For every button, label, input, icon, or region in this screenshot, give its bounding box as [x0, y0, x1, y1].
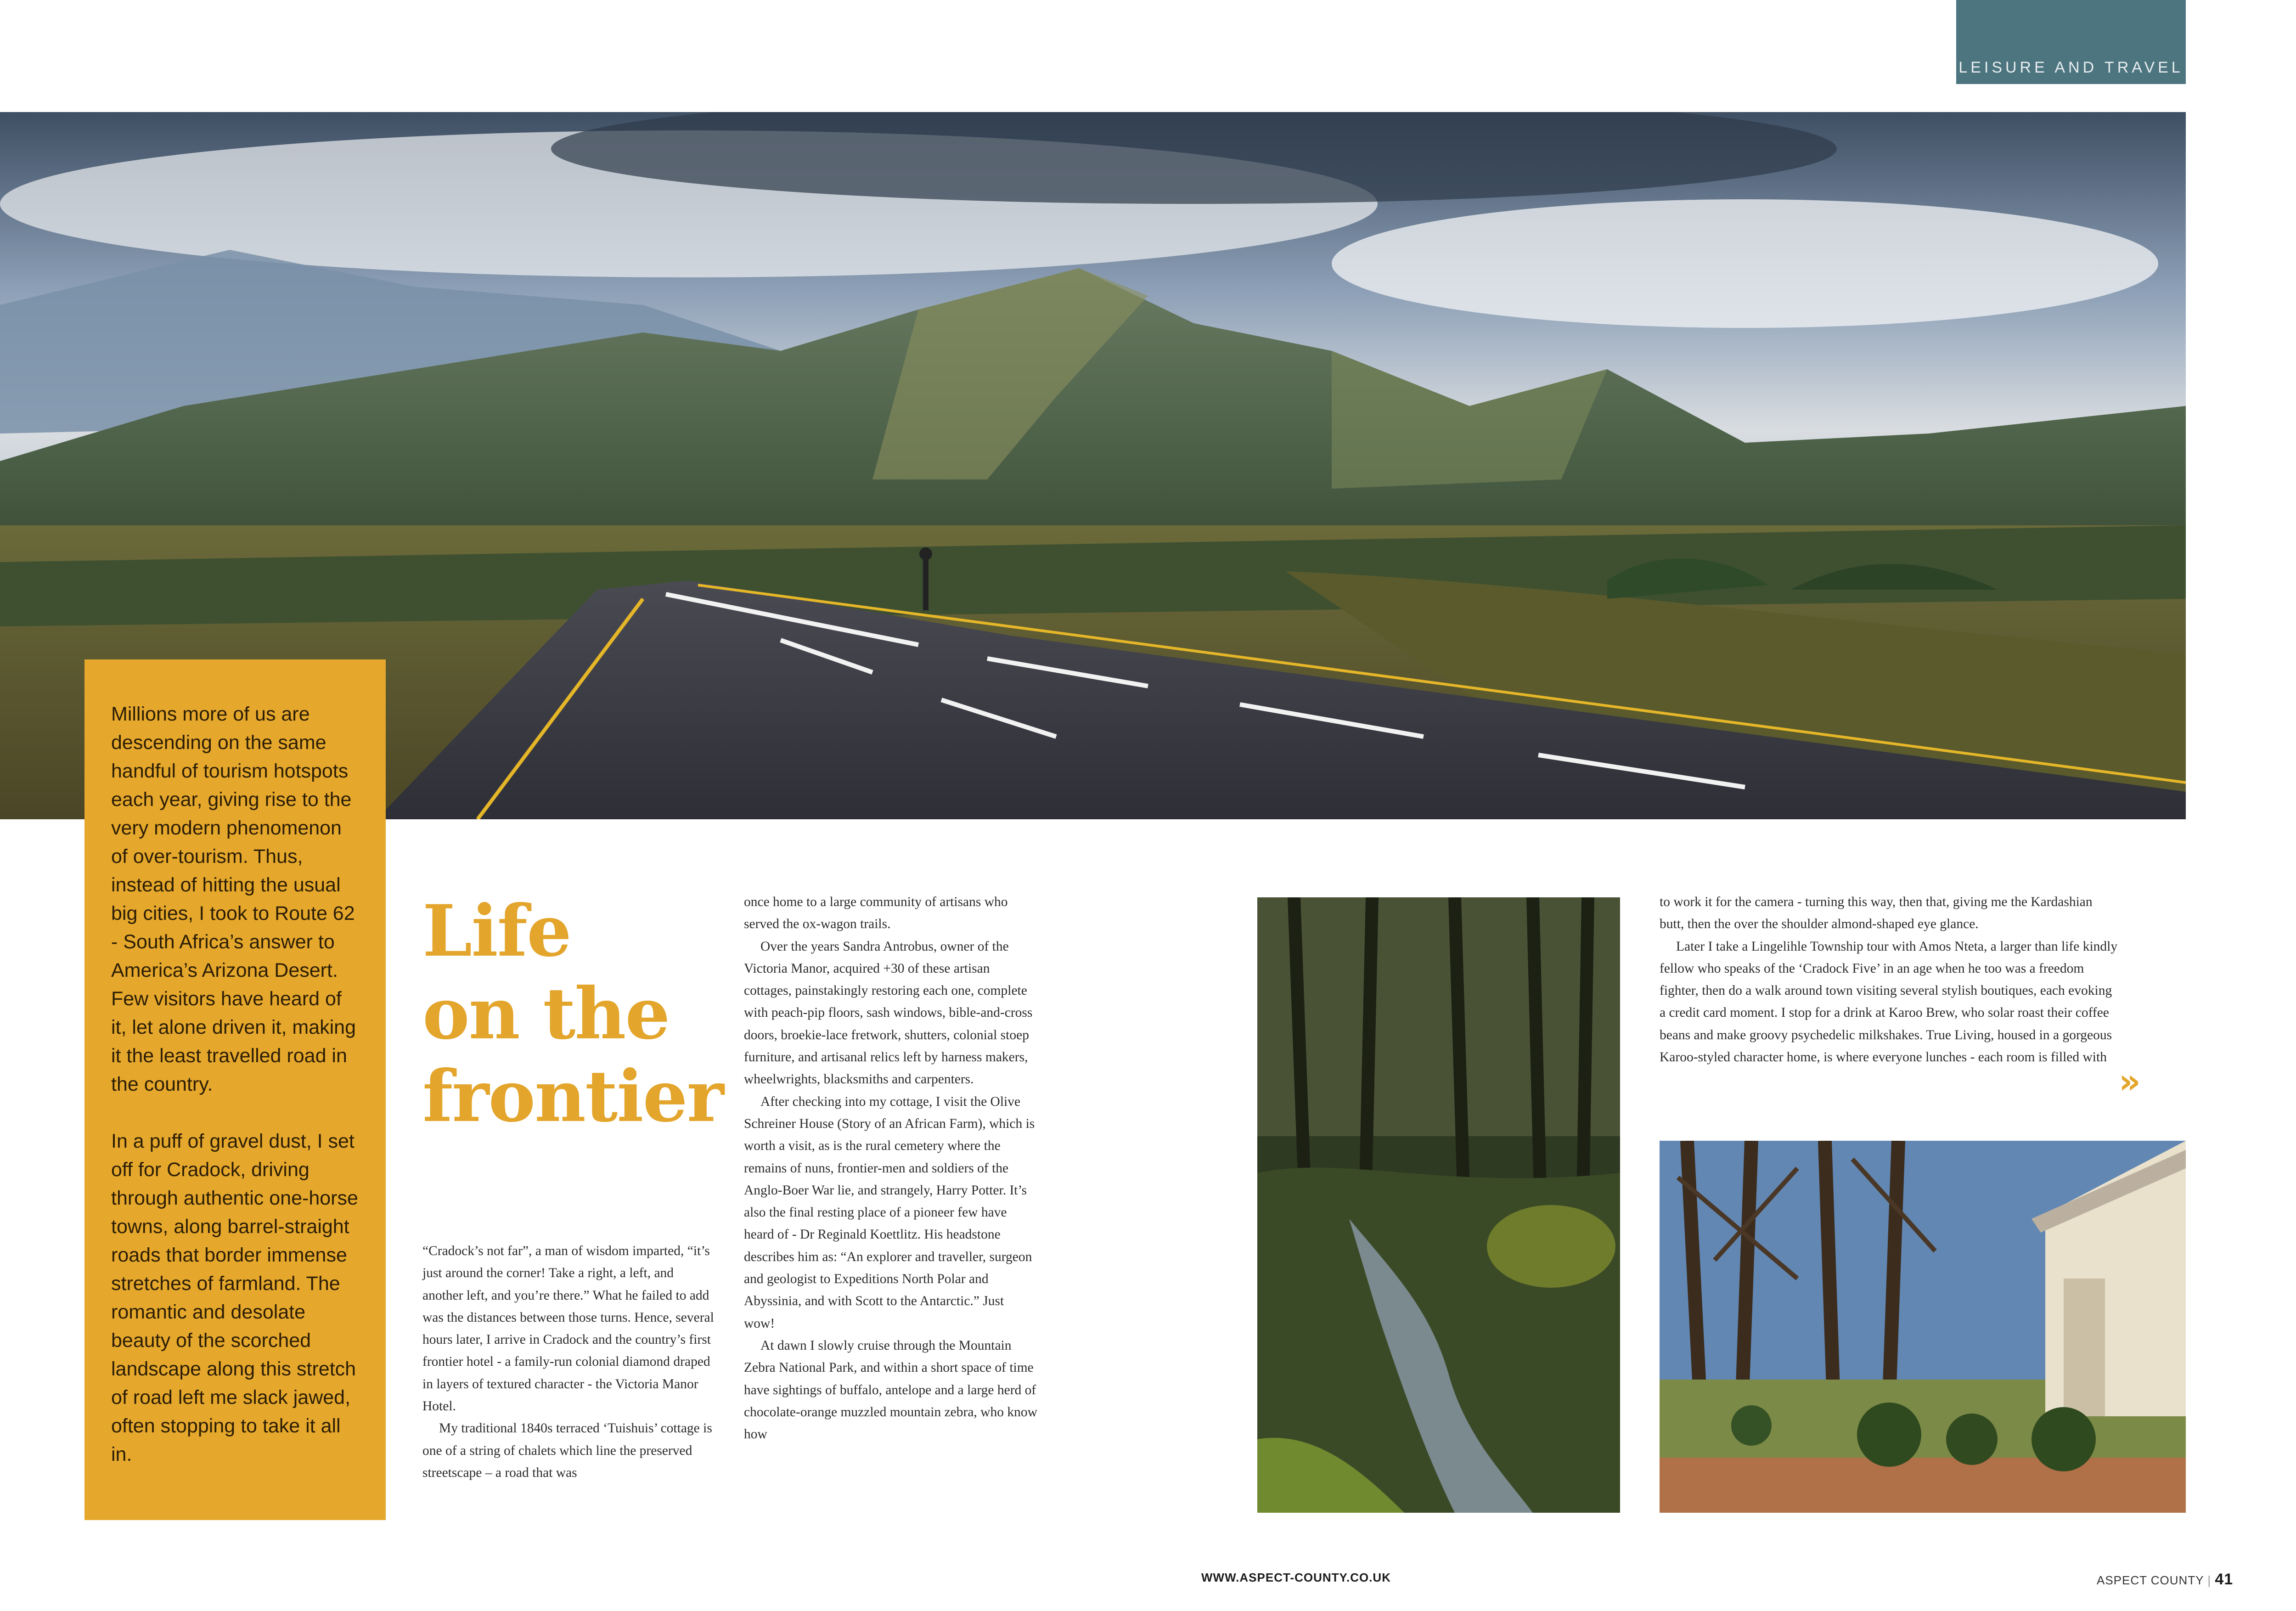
body-paragraph: At dawn I slowly cruise through the Mountain Zebra National Park, and within a short space of time have sightings of buffalo, antelope and a large herd of chocolate-orange muzzled mountain zebra, who know how: [744, 1338, 1037, 1442]
forest-stream-photo: [1257, 897, 1620, 1513]
body-paragraph: My traditional 1840s terraced ‘Tuishuis’ cottage is one of a string of chalets which line the preserved streetscape – a road that was: [422, 1421, 712, 1480]
magazine-page-42: [2241, 0, 2296, 1611]
body-paragraph: “Cradock’s not far”, a man of wisdom imparted, “it’s just around the corner! Take a right, a left, and another left, and you’re there.” What he failed to add was the distances between those turns. Hence, several hours later, I arrive in Cradock and the country’s first frontier hotel - a family-run colonial diamond draped in layers of textured character - the Victoria Manor Hotel.: [422, 1244, 714, 1414]
body-paragraph: Over the years Sandra Antrobus, owner of the Victoria Manor, acquired +30 of these artisan cottages, painstakingly restoring each one, complete with peach-pip floors, sash windows, bible-and-cross doors, broekie-lace fretwork, shutters, colonial stoep furniture, and artisanal relics left by harness makers, wheelwrights, blacksmiths and carpenters.: [744, 939, 1033, 1087]
cottage-garden-photo: [1660, 1141, 2186, 1513]
page-number: 41: [2215, 1571, 2234, 1588]
body-paragraph: Later I take a Lingelihle Township tour with Amos Nteta, a larger than life kindly fellow who speaks of the ‘Cradock Five’ in an age when he too was a freedom fighter, then do a walk around town visiting several stylish boutiques, each evoking a credit card moment. I stop for a drink at Karoo Brew, who solar roast their coffee beans and make groovy psychedelic milkshakes. True Living, housed in a gorgeous Karoo-styled character home, is where everyone lunches - each room is filled with: [1660, 939, 2118, 1065]
body-paragraph: to work it for the camera - turning this way, then that, giving me the Kardashian butt, then the over the shoulder almond-shaped eye glance.: [1660, 895, 2093, 932]
body-paragraph: After checking into my cottage, I visit the Olive Schreiner House (Story of an African Farm), which is worth a visit, as is the rural cemetery where the remains of nuns, frontier-men and soldiers of the Anglo-Boer War lie, and strangely, Harry Potter. It’s also the final resting place of a pioneer few have heard of - Dr Reginald Koettlitz. His headstone describes him as: “An explorer and traveller, surgeon and geologist to Expeditions North Polar and Abyssinia, and with Scott to the Antarctic.” Just wow!: [744, 1094, 1035, 1331]
article-headline: Life on the frontier: [422, 890, 723, 1138]
continue-chevron-icon: »: [2119, 1062, 2136, 1101]
body-column-1: [422, 1240, 716, 1484]
intro-paragraph: In a puff of gravel dust, I set off for Cradock, driving through authentic one-horse towns, along barrel-straight roads that border immense stretches of farmland. The romantic and desolate beauty of the scorched landscape along this stretch of road left me slack jawed, often stopping to take it all in.: [111, 1130, 358, 1465]
body-paragraph: once home to a large community of artisans who served the ox-wagon trails.: [744, 895, 1008, 932]
section-tab: LEISURE AND TRAVEL: [1956, 0, 2186, 84]
intro-box: [84, 659, 386, 1520]
footer-folio: ASPECT COUNTY | 41: [2097, 1571, 2234, 1588]
footer-url[interactable]: WWW.ASPECT-COUNTY.CO.UK: [1201, 1571, 1391, 1584]
body-column-3: [1660, 891, 2119, 1068]
body-column-2: [744, 891, 1038, 1445]
intro-paragraph: Millions more of us are descending on the same handful of tourism hotspots each year, giving rise to the very modern phenomenon of over-tourism. Thus, instead of hitting the usual big cities, I took to Route 62 - South Africa’s answer to America’s Arizona Desert. Few visitors have heard of it, let alone driven it, making it the least travelled road in the country.: [111, 703, 356, 1095]
footer-magazine-name: ASPECT COUNTY: [2097, 1573, 2204, 1587]
